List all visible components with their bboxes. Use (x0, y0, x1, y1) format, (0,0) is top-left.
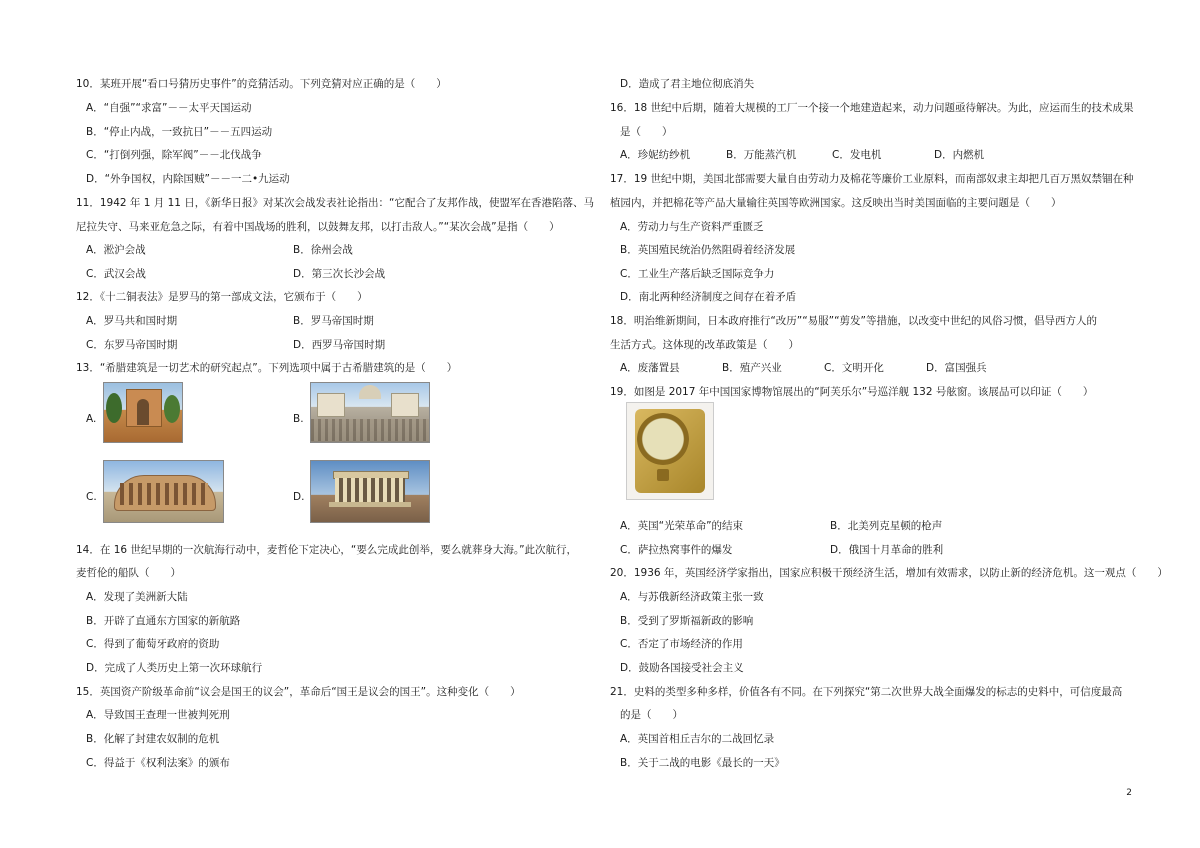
q10-option-c: C．“打倒列强，除军阀”－－北伐战争 (86, 149, 262, 161)
q19-option-a: A．英国“光荣革命”的结束 (620, 520, 744, 532)
q17-option-a: A．劳动力与生产资料严重匮乏 (620, 221, 764, 233)
q16-option-a: A．珍妮纺纱机 (620, 149, 691, 161)
q11-option-b: B．徐州会战 (293, 244, 353, 256)
q15-option-d: D．造成了君主地位彻底消失 (620, 78, 755, 90)
q21-stem-line1: 21．史料的类型多种多样，价值各有不同。在下列探究“第二次世界大战全面爆发的标志的史料中，可信度最高 (610, 686, 1123, 698)
q11-stem-line2: 尼拉失守、马来亚危急之际，有着中国战场的胜利，以鼓舞友邦，以打击敌人。”“某次会战”是指（ ） (76, 221, 560, 233)
q16-option-c: C．发电机 (832, 149, 882, 161)
q15-option-c: C．得益于《权利法案》的颁布 (86, 757, 230, 769)
q16-stem-line2: 是（ ） (620, 126, 673, 138)
q16-stem-line1: 16．18 世纪中后期，随着大规模的工厂一个接一个地建造起来，动力问题亟待解决。为此，应运而生的技术成果 (610, 102, 1134, 114)
q18-stem-line1: 18．明治维新期间，日本政府推行“改历”“易服”“剪发”等措施，以改变中世纪的风俗习惯，倡导西方人的 (610, 315, 1097, 327)
triumphal-arch-photo (103, 382, 183, 443)
q19-option-b: B．北美列克星顿的枪声 (830, 520, 943, 532)
q12-option-a: A．罗马共和国时期 (86, 315, 178, 327)
q13-stem: 13．“希腊建筑是一切艺术的研究起点”。下列选项中属于古希腊建筑的是（ ） (76, 362, 458, 374)
q10-option-b: B．“停止内战，一致抗日”－－五四运动 (86, 126, 273, 138)
q14-stem-line1: 14．在 16 世纪早期的一次航海行动中，麦哲伦下定决心，“要么完成此创举，要么就葬身大海。”此次航行， (76, 544, 578, 556)
q14-option-c: C．得到了葡萄牙政府的资助 (86, 638, 220, 650)
q19-option-c: C．萨拉热窝事件的爆发 (620, 544, 733, 556)
q18-option-a: A．废藩置县 (620, 362, 680, 374)
q19-stem: 19．如图是 2017 年中国国家博物馆展出的“阿芙乐尔”号巡洋舰 132 号舷窗。该展品可以印证（ ） (610, 386, 1094, 398)
q13-label-b: B. (293, 413, 304, 425)
aurora-porthole-photo (626, 402, 714, 500)
colosseum-photo (103, 460, 224, 523)
q21-stem-line2: 的是（ ） (620, 709, 683, 721)
q14-option-d: D．完成了人类历史上第一次环球航行 (86, 662, 263, 674)
q20-option-d: D．鼓励各国接受社会主义 (620, 662, 744, 674)
q14-option-a: A．发现了美洲新大陆 (86, 591, 188, 603)
q13-label-a: A. (86, 413, 97, 425)
page-number: 2 (1126, 788, 1132, 798)
q17-option-b: B．英国殖民统治仍然阻碍着经济发展 (620, 244, 796, 256)
q17-stem-line1: 17．19 世纪中期，美国北部需要大量自由劳动力及棉花等廉价工业原料，而南部奴隶主却把几百万黑奴禁锢在种 (610, 173, 1134, 185)
q18-option-d: D．富国强兵 (926, 362, 987, 374)
q12-option-b: B．罗马帝国时期 (293, 315, 374, 327)
q12-option-c: C．东罗马帝国时期 (86, 339, 178, 351)
q14-stem-line2: 麦哲伦的船队（ ） (76, 567, 181, 579)
q13-label-d: D. (293, 491, 305, 503)
q21-option-a: A．英国首相丘吉尔的二战回忆录 (620, 733, 775, 745)
parthenon-photo (310, 460, 430, 523)
q14-option-b: B．开辟了直通东方国家的新航路 (86, 615, 241, 627)
q20-option-b: B．受到了罗斯福新政的影响 (620, 615, 754, 627)
q11-stem-line1: 11．1942 年 1 月 11 日，《新华日报》对某次会战发表社论指出：“它配合了友邦作战，使盟军在香港陷落、马 (76, 197, 594, 209)
q12-stem: 12．《十二铜表法》是罗马的第一部成文法，它颁布于（ ） (76, 291, 368, 303)
q11-option-c: C．武汉会战 (86, 268, 146, 280)
q18-option-b: B．殖产兴业 (722, 362, 782, 374)
q17-option-c: C．工业生产落后缺乏国际竞争力 (620, 268, 775, 280)
q15-option-a: A．导致国王查理一世被判死刑 (86, 709, 230, 721)
rome-square-photo (310, 382, 430, 443)
q20-option-a: A．与苏俄新经济政策主张一致 (620, 591, 764, 603)
q10-stem: 10．某班开展“看口号猜历史事件”的竞猜活动。下列竞猜对应正确的是（ ） (76, 78, 447, 90)
q12-option-d: D．西罗马帝国时期 (293, 339, 386, 351)
q11-option-a: A．淞沪会战 (86, 244, 146, 256)
q17-stem-line2: 植园内，并把棉花等产品大量输往英国等欧洲国家。这反映出当时美国面临的主要问题是（ ） (610, 197, 1062, 209)
q10-option-a: A．“自强”“求富”－－太平天国运动 (86, 102, 252, 114)
q15-stem: 15．英国资产阶级革命前“议会是国王的议会”，革命后“国王是议会的国王”。这种变化（ ） (76, 686, 521, 698)
q13-label-c: C. (86, 491, 97, 503)
q20-option-c: C．否定了市场经济的作用 (620, 638, 743, 650)
q18-stem-line2: 生活方式。这体现的改革政策是（ ） (610, 339, 799, 351)
q17-option-d: D．南北两种经济制度之间存在着矛盾 (620, 291, 797, 303)
q15-option-b: B．化解了封建农奴制的危机 (86, 733, 220, 745)
q21-option-b: B．关于二战的电影《最长的一天》 (620, 757, 785, 769)
q11-option-d: D．第三次长沙会战 (293, 268, 386, 280)
q18-option-c: C．文明开化 (824, 362, 884, 374)
q16-option-b: B．万能蒸汽机 (726, 149, 797, 161)
q19-option-d: D．俄国十月革命的胜利 (830, 544, 944, 556)
q16-option-d: D．内燃机 (934, 149, 985, 161)
q20-stem: 20．1936 年，英国经济学家指出，国家应积极干预经济生活，增加有效需求，以防止新的经济危机。这一观点（ ） (610, 567, 1168, 579)
q10-option-d: D．“外争国权，内除国贼”－－一二•九运动 (86, 173, 290, 185)
